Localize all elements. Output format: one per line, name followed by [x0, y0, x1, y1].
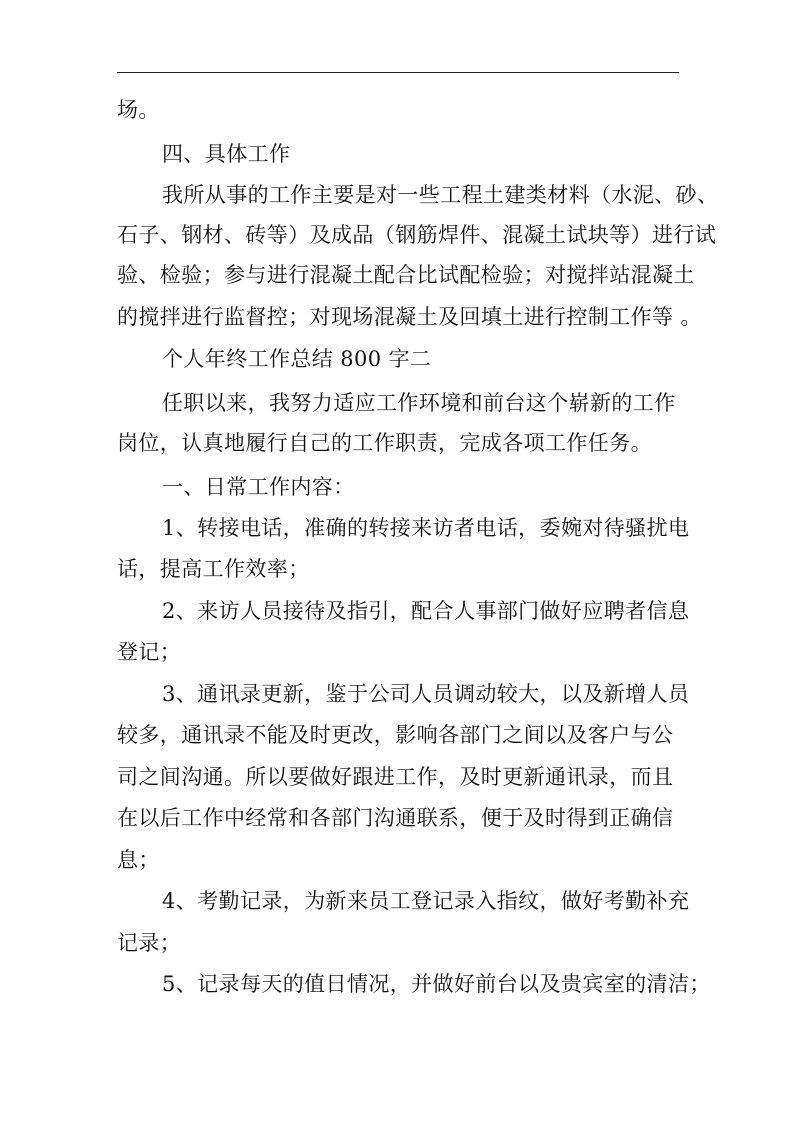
text-line: 登记；: [117, 640, 182, 664]
text-line: 岗位，认真地履行自己的工作职责，完成各项工作任务。: [117, 431, 652, 455]
text-line: 在以后工作中经常和各部门沟通联系，便于及时得到正确信: [117, 806, 674, 830]
text-line: 任职以来，我努力适应工作环境和前台这个崭新的工作: [162, 391, 676, 415]
text-line: 2、来访人员接待及指引，配合人事部门做好应聘者信息: [162, 599, 690, 623]
text-line: 较多，通讯录不能及时更改，影响各部门之间以及客户与公: [117, 723, 674, 747]
section-heading: 四、具体工作: [162, 142, 291, 166]
text-line: 3、通讯录更新，鉴于公司人员调动较大，以及新增人员: [162, 682, 690, 706]
section-heading: 个人年终工作总结 800 字二: [162, 347, 432, 371]
text-line: 话，提高工作效率；: [117, 557, 310, 581]
text-line: 息；: [117, 848, 160, 872]
text-line: 5、记录每天的值日情况，并做好前台以及贵宾室的清洁；: [162, 972, 711, 996]
section-heading: 一、日常工作内容：: [162, 475, 355, 499]
text-line: 石子、钢材、砖等）及成品（钢筋焊件、混凝土试块等）进行试: [117, 223, 717, 247]
text-line: 场。: [117, 98, 160, 122]
text-line: 1、转接电话，准确的转接来访者电话，委婉对待骚扰电: [162, 516, 690, 540]
text-line: 的搅拌进行监督控；对现场混凝土及回填土进行控制工作等 。: [117, 305, 702, 329]
text-line: 我所从事的工作主要是对一些工程土建类材料（水泥、砂、: [162, 183, 719, 207]
text-line: 司之间沟通。所以要做好跟进工作，及时更新通讯录，而且: [117, 765, 674, 789]
header-rule: [117, 72, 679, 73]
text-line: 记录；: [117, 931, 182, 955]
text-line: 验、检验；参与进行混凝土配合比试配检验；对搅拌站混凝土: [117, 263, 695, 287]
text-line: 4、考勤记录，为新来员工登记录入指纹，做好考勤补充: [162, 889, 690, 913]
